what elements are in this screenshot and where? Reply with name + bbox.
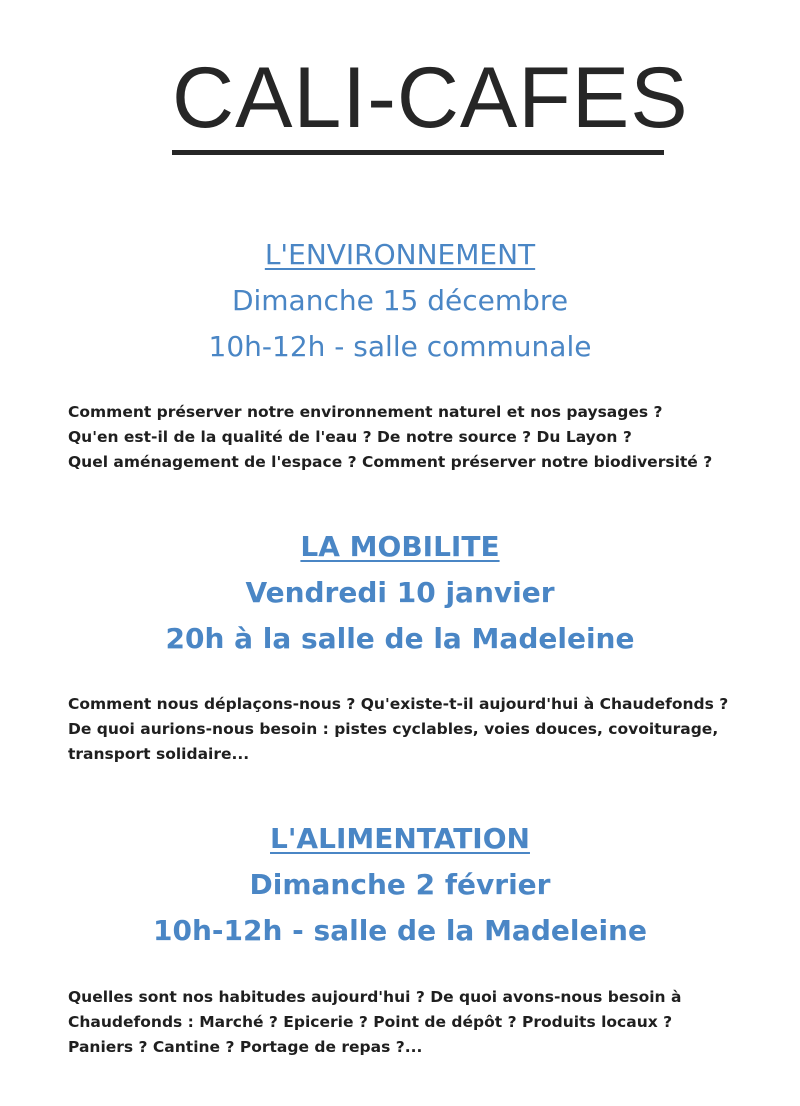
- section-description: [68, 985, 758, 1060]
- page-title: CALI-CAFES: [172, 50, 689, 146]
- section-header: [0, 822, 800, 954]
- section-mobilite: [0, 530, 800, 662]
- section-description: [68, 692, 758, 767]
- section-alimentation: [0, 822, 800, 954]
- section-date: Dimanche 15 décembre: [231, 284, 569, 317]
- description-line: Chaudefonds : Marché ? Epicerie ? Point de dépôt ? Produits locaux ?: [68, 1013, 673, 1031]
- section-environnement: [0, 238, 800, 370]
- section-heading: L'ALIMENTATION: [270, 822, 530, 855]
- section-heading: LA MOBILITE: [300, 530, 500, 563]
- section-date: Dimanche 2 février: [249, 868, 551, 901]
- description-line: Comment nous déplaçons-nous ? Qu'existe-t-il aujourd'hui à Chaudefonds ?: [68, 695, 729, 713]
- title-block: [172, 50, 689, 146]
- section-header: [0, 238, 800, 370]
- title-underline: [172, 150, 664, 155]
- description-line: De quoi aurions-nous besoin : pistes cyclables, voies douces, covoiturage,: [68, 720, 719, 738]
- section-description: [68, 400, 758, 475]
- section-date: Vendredi 10 janvier: [245, 576, 555, 609]
- section-heading: L'ENVIRONNEMENT: [264, 238, 536, 271]
- description-line: Comment préserver notre environnement naturel et nos paysages ?: [68, 403, 663, 421]
- description-line: Paniers ? Cantine ? Portage de repas ?...: [68, 1038, 423, 1056]
- description-line: Qu'en est-il de la qualité de l'eau ? De notre source ? Du Layon ?: [68, 428, 632, 446]
- section-place: 10h-12h - salle de la Madeleine: [153, 914, 647, 947]
- description-line: Quel aménagement de l'espace ? Comment préserver notre biodiversité ?: [68, 453, 713, 471]
- description-line: Quelles sont nos habitudes aujourd'hui ? De quoi avons-nous besoin à: [68, 988, 682, 1006]
- section-header: [0, 530, 800, 662]
- section-place: 20h à la salle de la Madeleine: [165, 622, 635, 655]
- description-line: transport solidaire...: [68, 745, 250, 763]
- section-place: 10h-12h - salle communale: [208, 330, 592, 363]
